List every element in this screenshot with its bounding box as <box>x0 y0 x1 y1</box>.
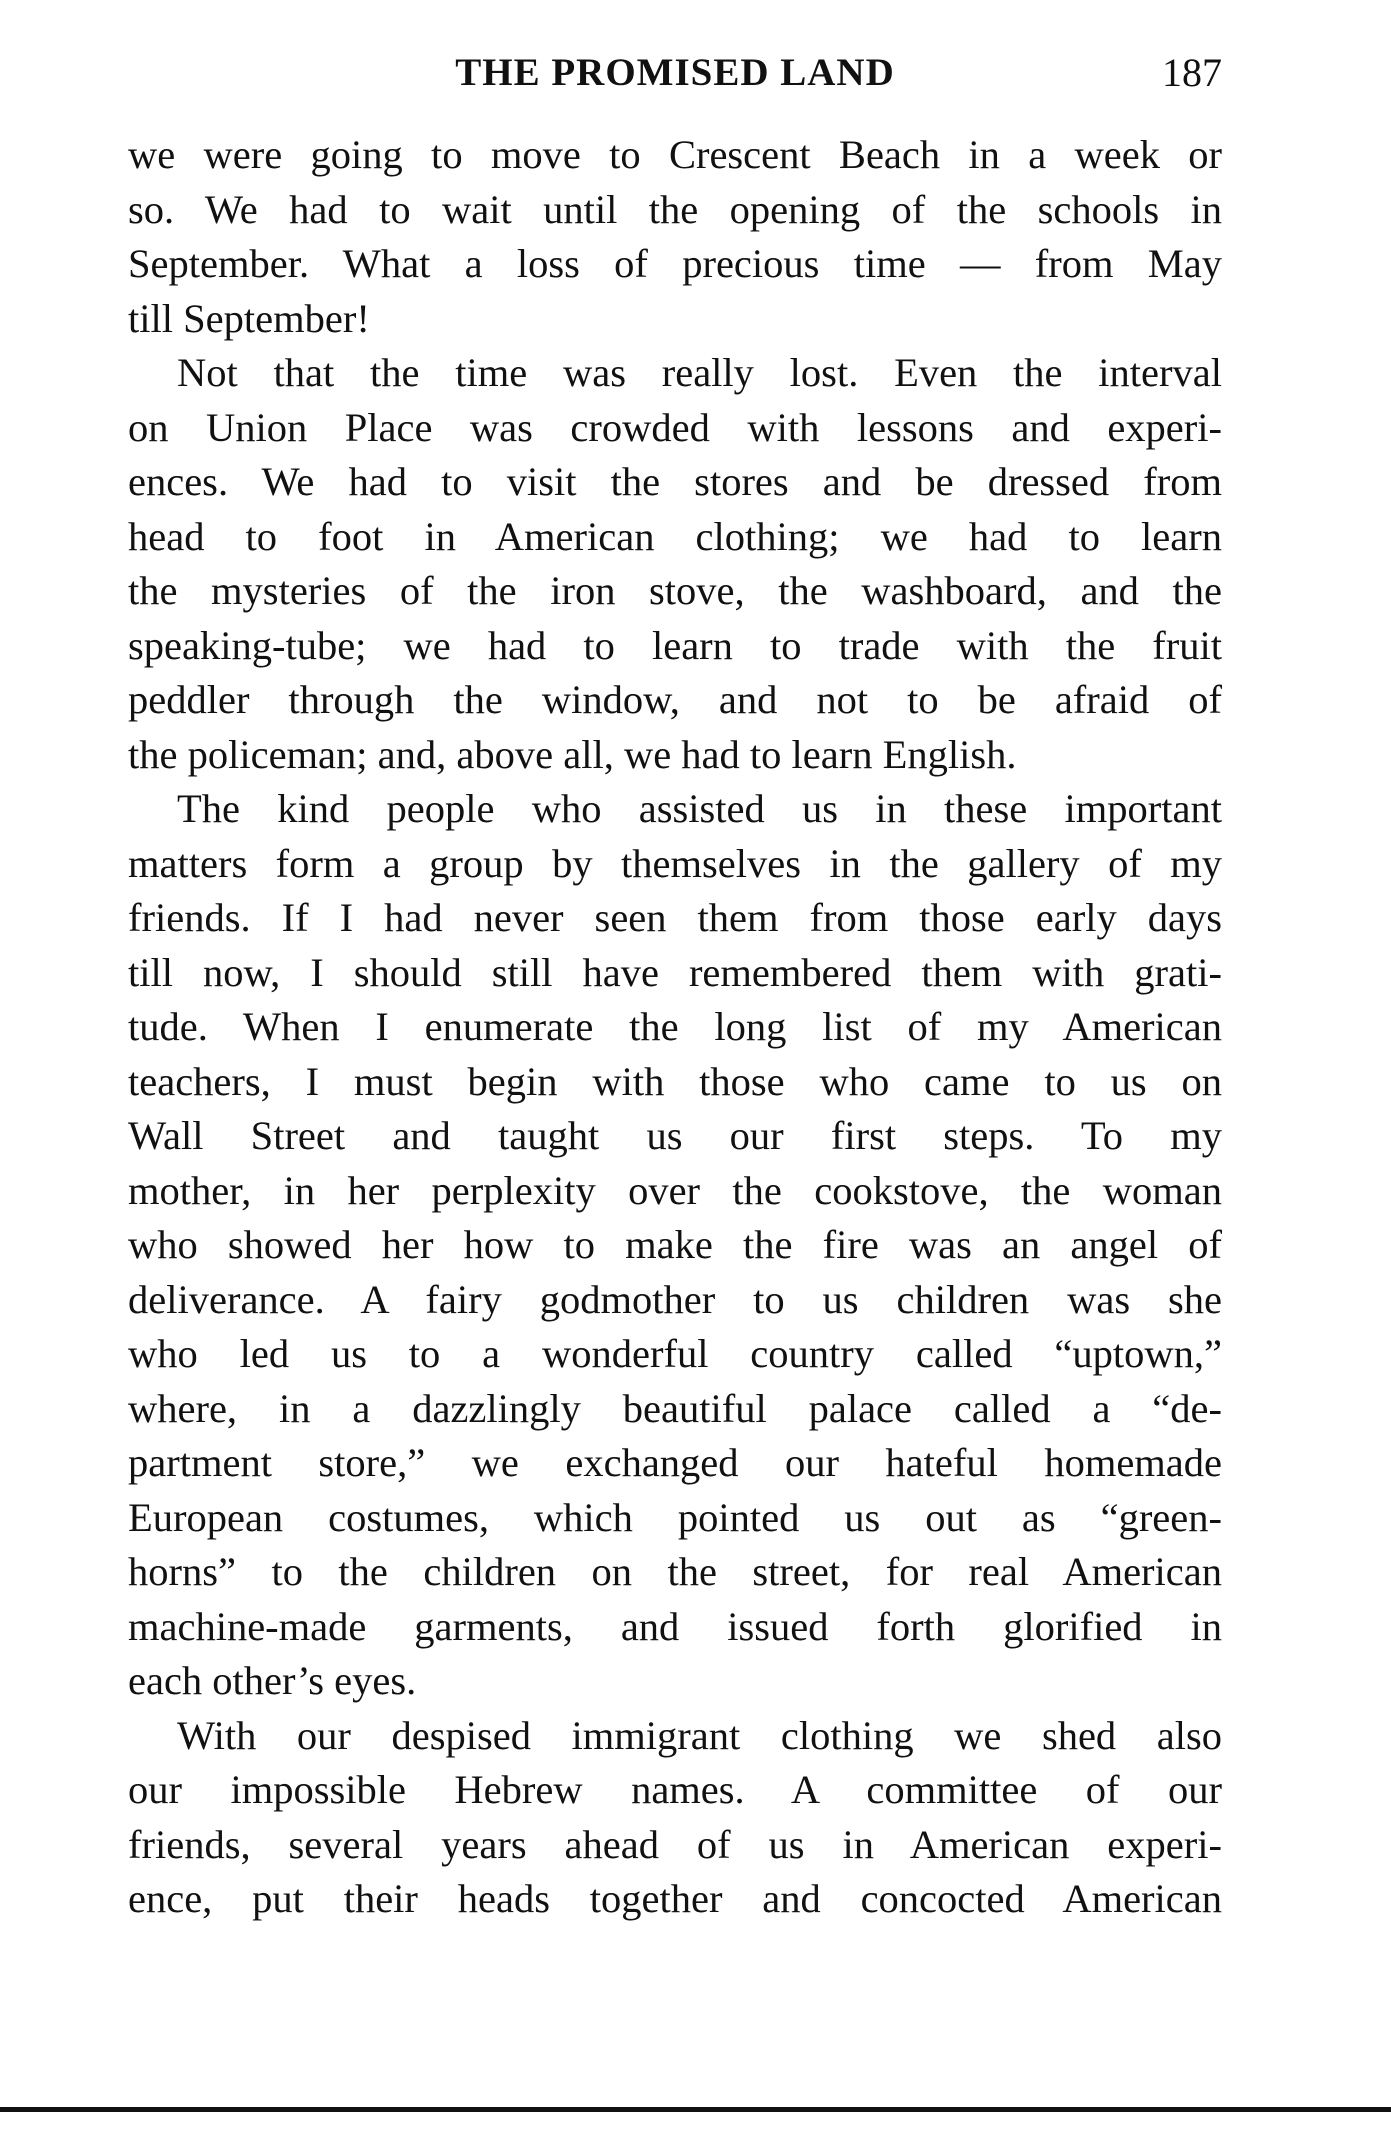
paragraph-end-line: each other’s eyes. <box>128 1658 417 1703</box>
paragraph-first-line: With our despised immigrant clothing we shed also <box>177 1712 1222 1758</box>
text-line: head to foot in American clothing; we had to learn <box>128 513 1222 559</box>
body-text <box>128 128 1222 1927</box>
text-line: ences. We had to visit the stores and be dressed from <box>128 459 1222 504</box>
text-line: the mysteries of the iron stove, the washboard, and the <box>128 568 1222 613</box>
text-line: till now, I should still have remembered them with grati- <box>128 949 1222 995</box>
paragraph-first-line: The kind people who assisted us in these important <box>177 786 1222 831</box>
text-line: who showed her how to make the fire was an angel of <box>128 1222 1222 1267</box>
paragraph-end-line: the policeman; and, above all, we had to learn English. <box>128 731 1017 777</box>
text-line: friends. If I had never seen them from those early days <box>128 895 1222 940</box>
text-line: we were going to move to Crescent Beach in a week or <box>128 132 1222 177</box>
page-number: 187 <box>1162 50 1222 95</box>
running-head <box>128 48 1222 98</box>
text-line: horns” to the children on the street, for real American <box>128 1549 1222 1594</box>
text-line: speaking-tube; we had to learn to trade with the fruit <box>128 622 1222 668</box>
text-line: ence, put their heads together and concocted American <box>128 1876 1222 1921</box>
text-line: so. We had to wait until the opening of the schools in <box>128 186 1222 232</box>
text-line: who led us to a wonderful country called “uptown,” <box>128 1331 1222 1376</box>
text-line: teachers, I must begin with those who came to us on <box>128 1058 1222 1104</box>
text-line: machine-made garments, and issued forth glorified in <box>128 1603 1222 1649</box>
text-line: European costumes, which pointed us out as “green- <box>128 1494 1222 1540</box>
text-line: September. What a loss of precious time — from May <box>128 241 1222 286</box>
text-line: peddler through the window, and not to be afraid of <box>128 677 1222 722</box>
text-line: our impossible Hebrew names. A committee of our <box>128 1767 1222 1812</box>
text-line: on Union Place was crowded with lessons and experi- <box>128 404 1222 450</box>
running-title: THE PROMISED LAND <box>455 51 895 94</box>
paragraph-first-line: Not that the time was really lost. Even the interval <box>177 350 1222 395</box>
text-line: mother, in her perplexity over the cookstove, the woman <box>128 1167 1222 1213</box>
text-line: tude. When I enumerate the long list of my American <box>128 1004 1222 1049</box>
text-line: matters form a group by themselves in the gallery of my <box>128 840 1222 886</box>
text-line: friends, several years ahead of us in American experi- <box>128 1821 1222 1867</box>
text-line: where, in a dazzlingly beautiful palace called a “de- <box>128 1385 1222 1431</box>
footer-rule <box>0 2107 1391 2112</box>
text-line: Wall Street and taught us our first steps. To my <box>128 1113 1222 1158</box>
paragraph-end-line: till September! <box>128 295 370 341</box>
text-line: deliverance. A fairy godmother to us children was she <box>128 1276 1222 1322</box>
text-line: partment store,” we exchanged our hateful homemade <box>128 1440 1222 1485</box>
